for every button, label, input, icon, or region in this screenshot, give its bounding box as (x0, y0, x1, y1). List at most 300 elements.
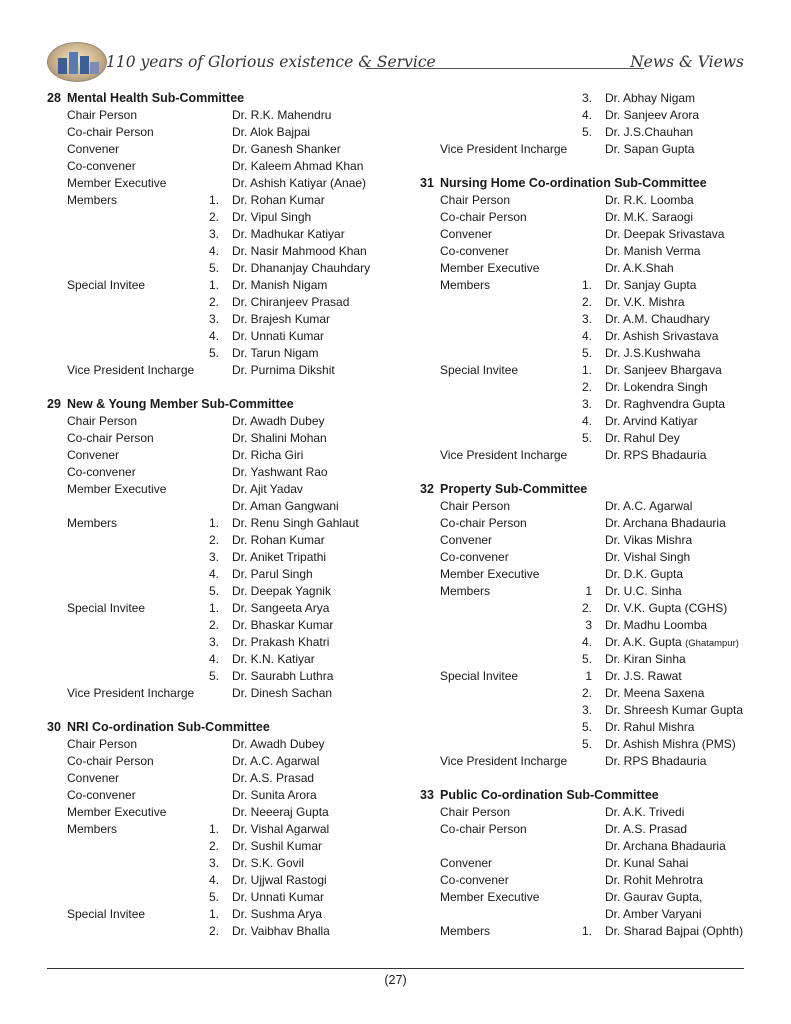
member-row (47, 226, 397, 243)
member-name: Dr. Unnati Kumar (232, 890, 325, 904)
member-row (47, 515, 397, 532)
list-number: 2. (208, 533, 219, 547)
member-row (47, 311, 397, 328)
list-number: 4. (581, 414, 592, 428)
member-row (47, 906, 397, 923)
member-name-group (605, 634, 739, 652)
list-number: 1. (581, 924, 592, 938)
role-label: Convener (67, 771, 120, 785)
member-row (47, 821, 397, 838)
member-row (420, 668, 760, 685)
member-name: Dr. U.C. Sinha (605, 584, 682, 598)
logo-building-shape (90, 62, 99, 74)
member-row (47, 260, 397, 277)
member-row (420, 379, 760, 396)
list-number: 4. (581, 108, 592, 122)
member-name: Dr. D.K. Gupta (605, 567, 684, 581)
member-name: Dr. Renu Singh Gahlaut (232, 516, 359, 530)
member-row (420, 124, 760, 141)
member-name: Dr. Ashish Katiyar (Anae) (232, 176, 367, 190)
committee-number: 28 (47, 91, 61, 105)
member-row (420, 685, 760, 702)
member-note: (Ghatampur) (685, 638, 739, 649)
list-number: 5. (208, 261, 219, 275)
role-label: Convener (67, 448, 120, 462)
member-name: Dr. Saurabh Luthra (232, 669, 334, 683)
list-number: 4. (208, 329, 219, 343)
member-name: Dr. Ajit Yadav (232, 482, 303, 496)
member-name: Dr. A.K. Gupta (605, 635, 682, 649)
list-number: 2. (208, 210, 219, 224)
member-row (47, 362, 397, 379)
member-row (420, 345, 760, 362)
list-number: 3. (581, 91, 592, 105)
role-label: Co-convener (440, 244, 509, 258)
page-header (0, 0, 791, 90)
list-number: 3. (581, 312, 592, 326)
member-name: Dr. Nasir Mahmood Khan (232, 244, 367, 258)
member-row (420, 566, 760, 583)
role-label: Member Executive (440, 567, 540, 581)
logo-building-icon (47, 42, 107, 82)
header-rule (366, 68, 644, 69)
member-row (420, 226, 760, 243)
member-row (420, 192, 760, 209)
list-number: 1. (208, 601, 219, 615)
member-name: Dr. Raghvendra Gupta (605, 397, 726, 411)
member-row (47, 617, 397, 634)
role-label: Chair Person (440, 805, 511, 819)
committee-number: 33 (420, 788, 434, 802)
member-name: Dr. Dinesh Sachan (232, 686, 333, 700)
list-number: 1. (208, 822, 219, 836)
list-number: 3. (581, 397, 592, 411)
member-row (420, 413, 760, 430)
member-name: Dr. Sharad Bajpai (Ophth) (605, 924, 744, 938)
member-name: Dr. Meena Saxena (605, 686, 705, 700)
member-row (47, 549, 397, 566)
list-number: 3 (585, 618, 592, 632)
member-name: Dr. R.K. Loomba (605, 193, 694, 207)
member-row (420, 209, 760, 226)
list-number: 1. (581, 278, 592, 292)
member-row (420, 736, 760, 753)
member-name: Dr. Ujjwal Rastogi (232, 873, 327, 887)
member-name: Dr. A.S. Prasad (232, 771, 315, 785)
member-row (420, 311, 760, 328)
list-number: 1. (208, 516, 219, 530)
member-name: Dr. Kunal Sahai (605, 856, 689, 870)
member-row (420, 634, 760, 651)
member-row (420, 804, 760, 821)
role-label: Vice President Incharge (440, 448, 568, 462)
member-row (47, 838, 397, 855)
logo-building-shape (80, 56, 89, 74)
logo-building-shape (69, 52, 78, 74)
member-name: Dr. Sanjeev Bhargava (605, 363, 722, 377)
role-label: Co-chair Person (440, 210, 527, 224)
list-number: 3. (208, 550, 219, 564)
member-name: Dr. Parul Singh (232, 567, 313, 581)
member-name: Dr. Rohan Kumar (232, 533, 325, 547)
page-number: (27) (384, 973, 407, 987)
member-row (47, 872, 397, 889)
role-label: Vice President Incharge (440, 754, 568, 768)
member-row (420, 294, 760, 311)
committee-section (420, 175, 760, 464)
member-name: Dr. A.S. Prasad (605, 822, 688, 836)
committee-section (47, 719, 397, 940)
member-row (47, 124, 397, 141)
member-name: Dr. S.K. Govil (232, 856, 305, 870)
member-name: Dr. Vishal Agarwal (232, 822, 330, 836)
member-name: Dr. Ganesh Shanker (232, 142, 341, 156)
list-number: 4. (581, 329, 592, 343)
member-name: Dr. A.K.Shah (605, 261, 674, 275)
member-name: Dr. J.S. Rawat (605, 669, 682, 683)
member-row (420, 90, 760, 107)
member-name: Dr. R.K. Mahendru (232, 108, 332, 122)
member-name: Dr. Purnima Dikshit (232, 363, 335, 377)
member-row (420, 872, 760, 889)
member-row (420, 532, 760, 549)
member-row (420, 498, 760, 515)
committee-section (420, 787, 760, 940)
committee-section (47, 90, 397, 379)
right-column (420, 90, 760, 940)
list-number: 3. (208, 227, 219, 241)
list-number: 5. (581, 431, 592, 445)
member-row (420, 141, 760, 158)
role-label: Special Invitee (67, 907, 146, 921)
committee-title: New & Young Member Sub-Committee (67, 397, 294, 411)
member-name: Dr. RPS Bhadauria (605, 448, 707, 462)
list-number: 5. (208, 584, 219, 598)
role-label: Member Executive (67, 805, 167, 819)
member-row (47, 107, 397, 124)
list-number: 2. (208, 839, 219, 853)
list-number: 3. (208, 312, 219, 326)
member-row (420, 855, 760, 872)
member-name: Dr. Brajesh Kumar (232, 312, 331, 326)
committee-heading (420, 787, 760, 804)
member-name: Dr. Dhananjay Chauhdary (232, 261, 371, 275)
member-row (420, 260, 760, 277)
member-row (47, 447, 397, 464)
member-name: Dr. Rahul Mishra (605, 720, 695, 734)
member-row (420, 328, 760, 345)
role-label: Convener (440, 856, 493, 870)
member-name: Dr. Deepak Srivastava (605, 227, 725, 241)
role-label: Special Invitee (67, 278, 146, 292)
committee-number: 30 (47, 720, 61, 734)
member-name: Dr. Shalini Mohan (232, 431, 327, 445)
role-label: Members (67, 193, 118, 207)
committee-title: Nursing Home Co-ordination Sub-Committee (440, 176, 707, 190)
list-number: 5. (581, 652, 592, 666)
member-name: Dr. Sunita Arora (232, 788, 317, 802)
member-row (420, 396, 760, 413)
committee-number: 29 (47, 397, 61, 411)
list-number: 4. (208, 244, 219, 258)
committee-title: Property Sub-Committee (440, 482, 588, 496)
member-row (47, 787, 397, 804)
member-row (47, 804, 397, 821)
list-number: 1. (208, 907, 219, 921)
member-row (47, 736, 397, 753)
member-name: Dr. A.M. Chaudhary (605, 312, 710, 326)
member-name: Dr. Vikas Mishra (605, 533, 693, 547)
committee-title: Public Co-ordination Sub-Committee (440, 788, 659, 802)
committee-number: 31 (420, 176, 434, 190)
role-label: Co-chair Person (67, 431, 154, 445)
member-row (47, 753, 397, 770)
member-name: Dr. K.N. Katiyar (232, 652, 315, 666)
member-name: Dr. Aniket Tripathi (232, 550, 327, 564)
role-label: Chair Person (440, 193, 511, 207)
member-row (47, 498, 397, 515)
member-name: Dr. Tarun Nigam (232, 346, 319, 360)
member-row (47, 600, 397, 617)
header-tagline: 110 years of Glorious existence & Service (106, 53, 436, 71)
member-row (47, 583, 397, 600)
list-number: 5. (208, 890, 219, 904)
header-section-name: News & Views (630, 53, 744, 71)
list-number: 4. (581, 635, 592, 649)
member-name: Dr. RPS Bhadauria (605, 754, 707, 768)
list-number: 1. (208, 193, 219, 207)
member-row (47, 209, 397, 226)
list-number: 3. (581, 703, 592, 717)
committee-heading (420, 175, 760, 192)
member-row (47, 328, 397, 345)
member-name: Dr. Abhay Nigam (605, 91, 696, 105)
member-row (47, 413, 397, 430)
member-name: Dr. Yashwant Rao (232, 465, 328, 479)
list-number: 1 (585, 669, 592, 683)
role-label: Co-chair Person (67, 125, 154, 139)
role-label: Members (67, 516, 118, 530)
list-number: 5. (581, 720, 592, 734)
member-name: Dr. Rohit Mehrotra (605, 873, 704, 887)
list-number: 3. (208, 635, 219, 649)
member-name: Dr. M.K. Saraogi (605, 210, 694, 224)
role-label: Special Invitee (440, 669, 519, 683)
member-name: Dr. Neeeraj Gupta (232, 805, 329, 819)
member-name: Dr. A.K. Trivedi (605, 805, 685, 819)
member-name: Dr. V.K. Gupta (CGHS) (605, 601, 728, 615)
list-number: 2. (208, 295, 219, 309)
member-row (420, 243, 760, 260)
logo-building-shape (58, 58, 67, 74)
member-name: Dr. Deepak Yagnik (232, 584, 331, 598)
member-row (47, 889, 397, 906)
member-row (420, 651, 760, 668)
role-label: Convener (440, 533, 493, 547)
list-number: 2. (581, 686, 592, 700)
role-label: Members (440, 584, 491, 598)
member-name: Dr. Arvind Katiyar (605, 414, 698, 428)
member-row (420, 600, 760, 617)
left-column (47, 90, 397, 940)
committee-heading (420, 481, 760, 498)
member-row (47, 481, 397, 498)
member-row (47, 685, 397, 702)
member-row (420, 583, 760, 600)
member-row (47, 923, 397, 940)
member-name: Dr. Sushil Kumar (232, 839, 323, 853)
member-row (47, 668, 397, 685)
role-label: Members (440, 278, 491, 292)
role-label: Special Invitee (67, 601, 146, 615)
member-name: Dr. Manish Verma (605, 244, 701, 258)
member-row (47, 277, 397, 294)
member-name: Dr. Chiranjeev Prasad (232, 295, 350, 309)
list-number: 5. (581, 346, 592, 360)
member-name: Dr. Kaleem Ahmad Khan (232, 159, 364, 173)
member-name: Dr. Sanjeev Arora (605, 108, 700, 122)
list-number: 1. (208, 278, 219, 292)
member-row (420, 549, 760, 566)
member-name: Dr. Prakash Khatri (232, 635, 330, 649)
list-number: 5. (581, 125, 592, 139)
list-number: 2. (208, 924, 219, 938)
member-name: Dr. Kiran Sinha (605, 652, 686, 666)
member-name: Dr. Madhukar Katiyar (232, 227, 345, 241)
list-number: 2. (581, 295, 592, 309)
footer-rule (47, 968, 744, 969)
member-name: Dr. Archana Bhadauria (605, 516, 726, 530)
member-name: Dr. Awadh Dubey (232, 414, 325, 428)
list-number: 5. (581, 737, 592, 751)
member-name: Dr. Ashish Srivastava (605, 329, 719, 343)
role-label: Special Invitee (440, 363, 519, 377)
member-name: Dr. Bhaskar Kumar (232, 618, 334, 632)
role-label: Co-convener (67, 159, 136, 173)
member-row (47, 294, 397, 311)
member-row (47, 855, 397, 872)
role-label: Vice President Incharge (440, 142, 568, 156)
role-label: Members (440, 924, 491, 938)
role-label: Co-convener (440, 873, 509, 887)
role-label: Chair Person (67, 108, 138, 122)
member-row (420, 719, 760, 736)
role-label: Convener (67, 142, 120, 156)
committee-title: Mental Health Sub-Committee (67, 91, 245, 105)
member-name: Dr. Madhu Loomba (605, 618, 708, 632)
member-row (420, 923, 760, 940)
member-name: Dr. A.C. Agarwal (605, 499, 693, 513)
list-number: 2. (581, 601, 592, 615)
member-row (420, 906, 760, 923)
member-name: Dr. Manish Nigam (232, 278, 328, 292)
list-number: 2. (208, 618, 219, 632)
member-name: Dr. Gaurav Gupta, (605, 890, 703, 904)
member-name: Dr. Awadh Dubey (232, 737, 325, 751)
member-name: Dr. Rahul Dey (605, 431, 680, 445)
member-row (47, 566, 397, 583)
member-name: Dr. Sapan Gupta (605, 142, 695, 156)
role-label: Vice President Incharge (67, 686, 195, 700)
member-row (47, 634, 397, 651)
role-label: Co-convener (67, 788, 136, 802)
committee-title: NRI Co-ordination Sub-Committee (67, 720, 270, 734)
list-number: 2. (581, 380, 592, 394)
member-name: Dr. Shreesh Kumar Gupta (605, 703, 744, 717)
member-row (420, 889, 760, 906)
member-row (47, 243, 397, 260)
member-row (420, 702, 760, 719)
role-label: Member Executive (440, 890, 540, 904)
list-number: 4. (208, 873, 219, 887)
role-label: Chair Person (67, 737, 138, 751)
role-label: Co-chair Person (440, 822, 527, 836)
member-name: Dr. Rohan Kumar (232, 193, 325, 207)
committee-section (420, 481, 760, 770)
role-label: Co-convener (440, 550, 509, 564)
role-label: Chair Person (67, 414, 138, 428)
member-name: Dr. Sangeeta Arya (232, 601, 330, 615)
member-name: Dr. Unnati Kumar (232, 329, 325, 343)
list-number: 3. (208, 856, 219, 870)
member-name: Dr. Sushma Arya (232, 907, 323, 921)
role-label: Co-convener (67, 465, 136, 479)
member-row (420, 447, 760, 464)
member-row (47, 651, 397, 668)
role-label: Chair Person (440, 499, 511, 513)
member-row (47, 430, 397, 447)
member-name: Dr. Vishal Singh (605, 550, 691, 564)
member-name: Dr. Vipul Singh (232, 210, 312, 224)
member-name: Dr. Ashish Mishra (PMS) (605, 737, 736, 751)
list-number: 4. (208, 567, 219, 581)
committee-section (47, 396, 397, 702)
list-number: 1 (585, 584, 592, 598)
member-row (47, 464, 397, 481)
member-name: Dr. Vaibhav Bhalla (232, 924, 330, 938)
committee-heading (47, 719, 397, 736)
member-row (47, 770, 397, 787)
member-row (47, 158, 397, 175)
member-name: Dr. V.K. Mishra (605, 295, 685, 309)
member-row (47, 192, 397, 209)
member-row (420, 362, 760, 379)
role-label: Vice President Incharge (67, 363, 195, 377)
member-row (420, 515, 760, 532)
role-label: Co-chair Person (440, 516, 527, 530)
role-label: Members (67, 822, 118, 836)
member-name: Dr. Richa Giri (232, 448, 304, 462)
member-row (47, 141, 397, 158)
committee-number: 32 (420, 482, 434, 496)
member-name: Dr. J.S.Chauhan (605, 125, 694, 139)
list-number: 5. (208, 669, 219, 683)
member-row (420, 838, 760, 855)
committee-heading (47, 396, 397, 413)
member-name: Dr. Archana Bhadauria (605, 839, 726, 853)
list-number: 1. (581, 363, 592, 377)
member-row (47, 175, 397, 192)
list-number: 5. (208, 346, 219, 360)
member-name: Dr. Sanjay Gupta (605, 278, 697, 292)
member-name: Dr. A.C. Agarwal (232, 754, 320, 768)
member-row (420, 107, 760, 124)
member-name: Dr. Alok Bajpai (232, 125, 311, 139)
committee-heading (47, 90, 397, 107)
role-label: Co-chair Person (67, 754, 154, 768)
member-row (420, 821, 760, 838)
member-row (420, 617, 760, 634)
